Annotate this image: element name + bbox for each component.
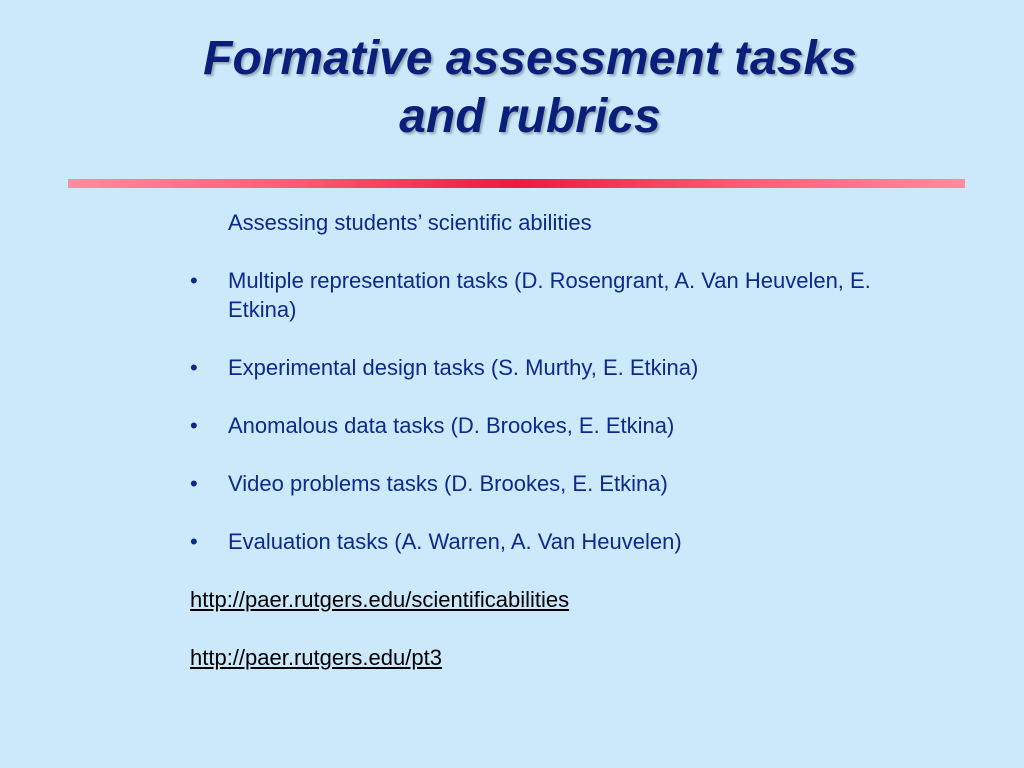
title-divider	[68, 179, 965, 188]
slide-title	[100, 30, 960, 146]
bullet-icon: •	[190, 268, 198, 293]
list-item-text: Anomalous data tasks (D. Brookes, E. Etkina)	[228, 413, 675, 438]
list-item	[190, 527, 910, 556]
bullet-icon: •	[190, 529, 198, 554]
pt3-link[interactable]: http://paer.rutgers.edu/pt3	[190, 645, 442, 670]
list-item-text: Video problems tasks (D. Brookes, E. Etkina)	[228, 471, 668, 496]
title-line-1: Formative assessment tasks	[203, 32, 857, 85]
title-line-2: and rubrics	[399, 90, 661, 143]
bullet-list	[190, 266, 910, 556]
list-item	[190, 266, 910, 324]
scientific-abilities-link[interactable]: http://paer.rutgers.edu/scientificabilities	[190, 587, 570, 612]
bullet-icon: •	[190, 471, 198, 496]
list-item-text: Evaluation tasks (A. Warren, A. Van Heuvelen)	[228, 529, 682, 554]
bullet-icon: •	[190, 413, 198, 438]
bullet-icon: •	[190, 355, 198, 380]
list-item	[190, 353, 910, 382]
list-item	[190, 469, 910, 498]
list-item	[190, 411, 910, 440]
list-item-text: Multiple representation tasks (D. Rosengrant, A. Van Heuvelen, E. Etkina)	[228, 268, 871, 322]
subtitle: Assessing students’ scientific abilities	[228, 210, 592, 235]
slide-content	[190, 208, 910, 701]
list-item-text: Experimental design tasks (S. Murthy, E. Etkina)	[228, 355, 699, 380]
